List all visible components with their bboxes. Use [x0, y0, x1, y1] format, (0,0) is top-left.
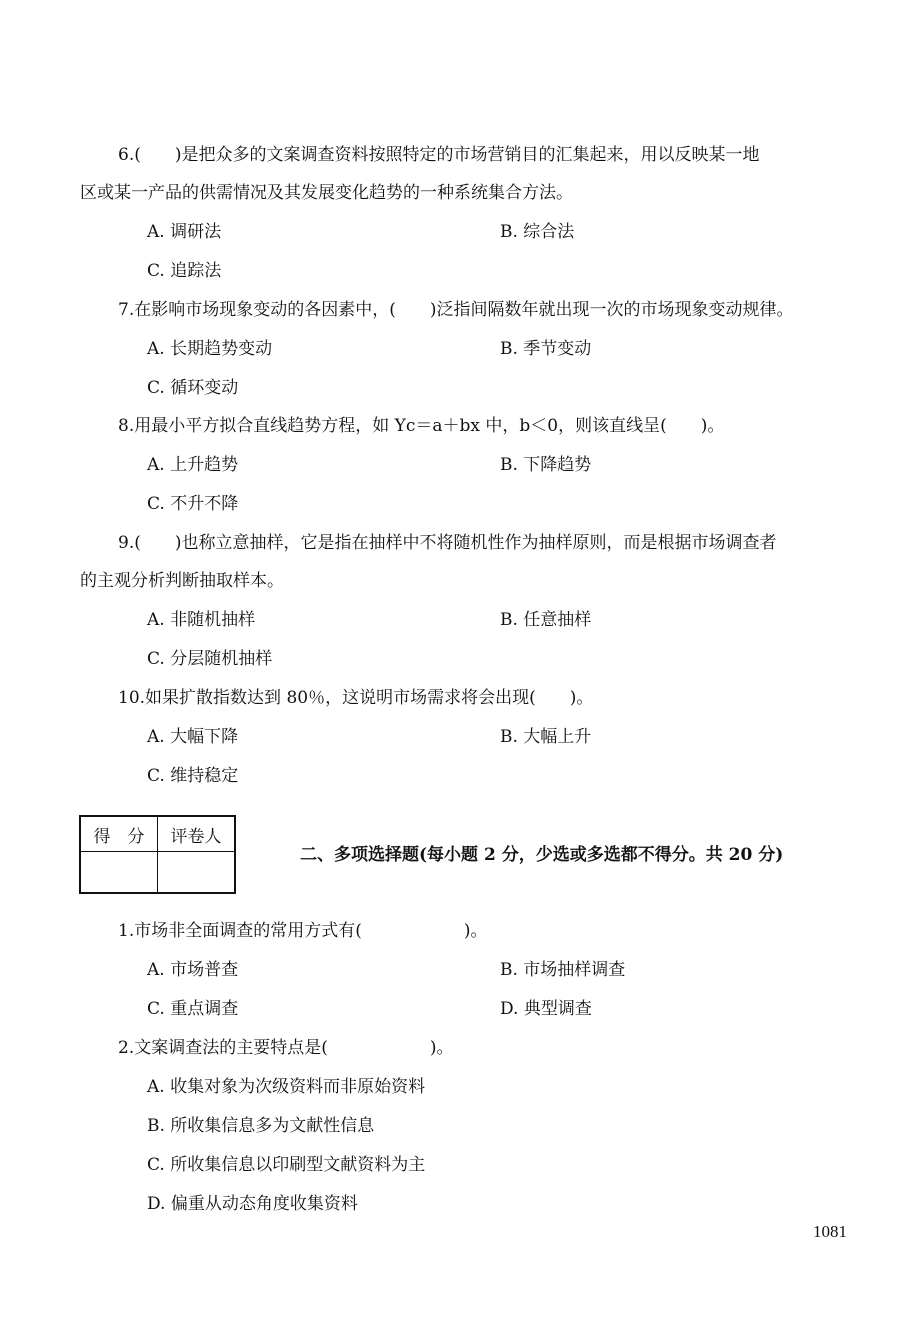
multi-question-2-option-d: D. 偏重从动态角度收集资料	[147, 1194, 358, 1214]
question-7-option-c: C. 循环变动	[147, 378, 239, 398]
multi-question-2-option-b: B. 所收集信息多为文献性信息	[147, 1116, 375, 1136]
question-9-option-a: A. 非随机抽样	[147, 610, 256, 630]
question-8-option-b: B. 下降趋势	[500, 455, 592, 475]
question-10-stem: 10.如果扩散指数达到 80％，这说明市场需求将会出现( )。	[118, 688, 594, 708]
question-8-option-c: C. 不升不降	[147, 494, 239, 514]
multi-question-1-option-d: D. 典型调查	[500, 999, 592, 1019]
question-10-option-c: C. 维持稳定	[147, 766, 239, 786]
score-cell	[80, 852, 158, 894]
multi-question-1-stem: 1.市场非全面调查的常用方式有( )。	[118, 921, 488, 941]
section-2-title: 二、多项选择题(每小题 2 分，少选或多选都不得分。共 20 分)	[300, 845, 784, 865]
score-header: 得 分	[80, 816, 158, 852]
question-9-option-c: C. 分层随机抽样	[147, 649, 273, 669]
score-table	[79, 815, 236, 894]
question-6-option-c: C. 追踪法	[147, 261, 222, 281]
multi-question-1-option-b: B. 市场抽样调查	[500, 960, 626, 980]
question-9-stem: 9.( )也称立意抽样，它是指在抽样中不将随机性作为抽样原则，而是根据市场调查者	[118, 533, 777, 553]
question-6-stem: 6.( )是把众多的文案调查资料按照特定的市场营销目的汇集起来，用以反映某一地	[118, 145, 760, 165]
question-6-stem-cont: 区或某一产品的供需情况及其发展变化趋势的一种系统集合方法。	[80, 183, 573, 203]
question-9-stem-cont: 的主观分析判断抽取样本。	[80, 571, 284, 591]
page-number: 1081	[813, 1222, 847, 1241]
multi-question-1-option-a: A. 市场普查	[147, 960, 239, 980]
grader-cell	[158, 852, 236, 894]
question-10-option-a: A. 大幅下降	[147, 727, 239, 747]
multi-question-2-option-c: C. 所收集信息以印刷型文献资料为主	[147, 1155, 426, 1175]
multi-question-2-stem: 2.文案调查法的主要特点是( )。	[118, 1038, 454, 1058]
question-9-option-b: B. 任意抽样	[500, 610, 592, 630]
question-8-option-a: A. 上升趋势	[147, 455, 239, 475]
grader-header: 评卷人	[158, 816, 236, 852]
question-8-stem: 8.用最小平方拟合直线趋势方程，如 Yc＝a＋bx 中，b＜0，则该直线呈( )。	[118, 416, 725, 436]
question-10-option-b: B. 大幅上升	[500, 727, 592, 747]
question-7-stem: 7.在影响市场现象变动的各因素中，( )泛指间隔数年就出现一次的市场现象变动规律。	[118, 300, 794, 320]
multi-question-2-option-a: A. 收集对象为次级资料而非原始资料	[147, 1077, 426, 1097]
question-7-option-b: B. 季节变动	[500, 339, 592, 359]
question-6-option-b: B. 综合法	[500, 222, 575, 242]
multi-question-1-option-c: C. 重点调查	[147, 999, 239, 1019]
question-7-option-a: A. 长期趋势变动	[147, 339, 273, 359]
question-6-option-a: A. 调研法	[147, 222, 222, 242]
